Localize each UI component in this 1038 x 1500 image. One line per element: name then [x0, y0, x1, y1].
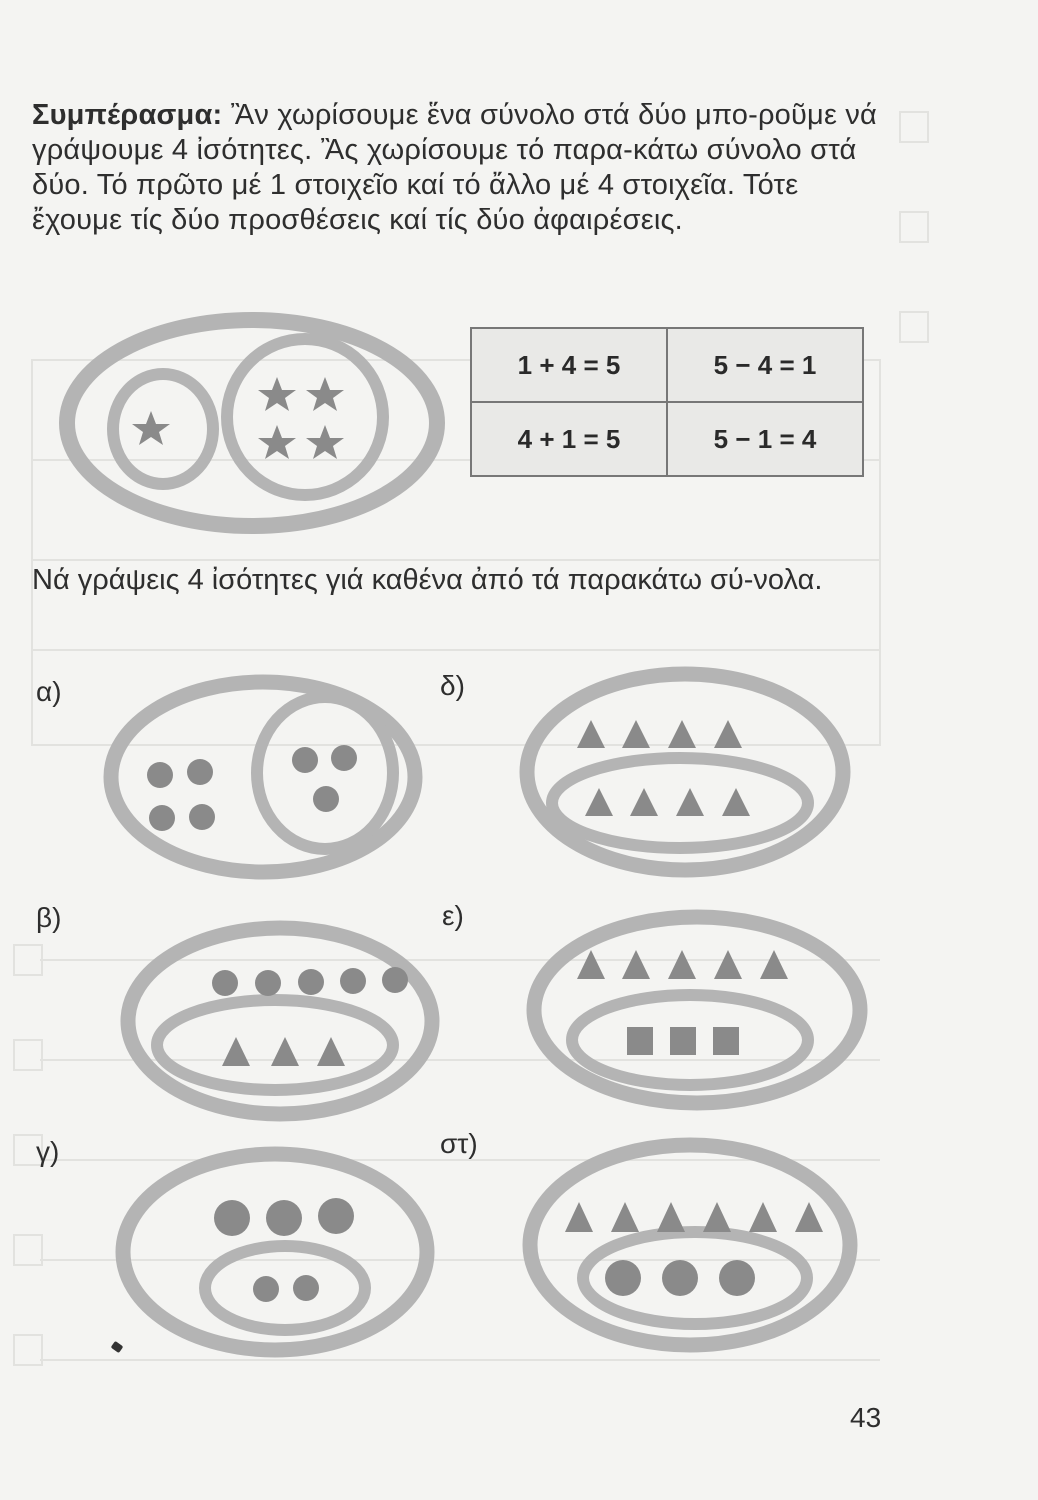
star-icon: [306, 425, 344, 459]
label-a: α): [36, 676, 62, 707]
triangle-icon: [577, 720, 605, 748]
circle-icon: [298, 969, 324, 995]
circle-icon: [189, 804, 215, 830]
set-b-figure: [115, 915, 450, 1130]
triangle-icon: [611, 1202, 639, 1232]
circle-icon: [214, 1200, 250, 1236]
example-loop-four: [227, 339, 383, 495]
circle-icon: [293, 1275, 319, 1301]
circle-icon: [149, 805, 175, 831]
star-icon: [258, 425, 296, 459]
equation-cell: 4 + 1 = 5: [471, 402, 667, 476]
triangle-icon: [577, 950, 605, 979]
star-icon: [306, 377, 344, 411]
set-d-figure: [515, 660, 875, 880]
triangle-icon: [668, 720, 696, 748]
square-icon: [713, 1027, 739, 1055]
circle-icon: [719, 1260, 755, 1296]
circle-icon: [266, 1200, 302, 1236]
triangle-icon: [760, 950, 788, 979]
label-c: γ): [36, 1136, 60, 1167]
triangle-icon: [222, 1037, 250, 1066]
set-e-figure: [515, 905, 880, 1120]
page-number: 43: [850, 1402, 882, 1433]
triangle-icon: [749, 1202, 777, 1232]
triangle-icon: [630, 788, 658, 816]
circle-icon: [292, 747, 318, 773]
set-c-figure: [110, 1140, 440, 1370]
set-e-outer-loop: [534, 917, 860, 1103]
triangle-icon: [585, 788, 613, 816]
set-a-inner-loop: [257, 697, 393, 849]
conclusion-text: Ἂν χωρίσουμε ἕνα σύνολο στά δύο μπο-ροῦμε νά γράψουμε 4 ἰσότητες. Ἂς χωρίσουμε τό παρα-κάτω σύνολο στά δύο. Τό πρῶτο μέ 1 στοιχεῖο καί τό ἄλλο μέ 4 στοιχεῖα. Τότε ἔχουμε τίς δύο προσθέσεις καί τίς δύο ἀφαιρέσεις.: [32, 99, 877, 236]
triangle-icon: [714, 720, 742, 748]
set-f-outer-loop: [530, 1145, 850, 1345]
circle-icon: [147, 762, 173, 788]
triangle-icon: [668, 950, 696, 979]
triangle-icon: [714, 950, 742, 979]
set-f-figure: [515, 1130, 880, 1365]
square-icon: [627, 1027, 653, 1055]
triangle-icon: [657, 1202, 685, 1232]
label-b: β): [36, 902, 62, 933]
star-icon: [258, 377, 296, 411]
equations-table: [470, 327, 864, 477]
set-a-figure: [100, 665, 430, 885]
triangle-icon: [722, 788, 750, 816]
circle-icon: [212, 970, 238, 996]
circle-icon: [331, 745, 357, 771]
set-c-inner-loop: [205, 1246, 365, 1330]
set-d-inner-loop: [552, 758, 808, 848]
triangle-icon: [271, 1037, 299, 1066]
circle-icon: [382, 967, 408, 993]
triangle-icon: [703, 1202, 731, 1232]
label-e: ε): [442, 900, 464, 931]
square-icon: [670, 1027, 696, 1055]
label-d: δ): [440, 670, 465, 701]
circle-icon: [340, 968, 366, 994]
star-icon: [132, 411, 170, 445]
equation-cell: 5 − 1 = 4: [667, 402, 863, 476]
example-set-figure: [55, 305, 450, 540]
circle-icon: [605, 1260, 641, 1296]
circle-icon: [255, 970, 281, 996]
conclusion-paragraph: [32, 98, 882, 238]
circle-icon: [313, 786, 339, 812]
conclusion-label: Συμπέρασμα:: [32, 99, 223, 131]
circle-icon: [662, 1260, 698, 1296]
equation-cell: 1 + 4 = 5: [471, 328, 667, 402]
circle-icon: [318, 1198, 354, 1234]
triangle-icon: [676, 788, 704, 816]
triangle-icon: [622, 720, 650, 748]
circle-icon: [187, 759, 213, 785]
set-b-inner-loop: [157, 1000, 393, 1090]
circle-icon: [253, 1276, 279, 1302]
triangle-icon: [317, 1037, 345, 1066]
triangle-icon: [622, 950, 650, 979]
triangle-icon: [795, 1202, 823, 1232]
label-f: στ): [440, 1128, 478, 1159]
instruction-text: Νά γράψεις 4 ἰσότητες γιά καθένα ἀπό τά παρακάτω σύ-νολα.: [32, 564, 823, 596]
triangle-icon: [565, 1202, 593, 1232]
equation-cell: 5 − 4 = 1: [667, 328, 863, 402]
